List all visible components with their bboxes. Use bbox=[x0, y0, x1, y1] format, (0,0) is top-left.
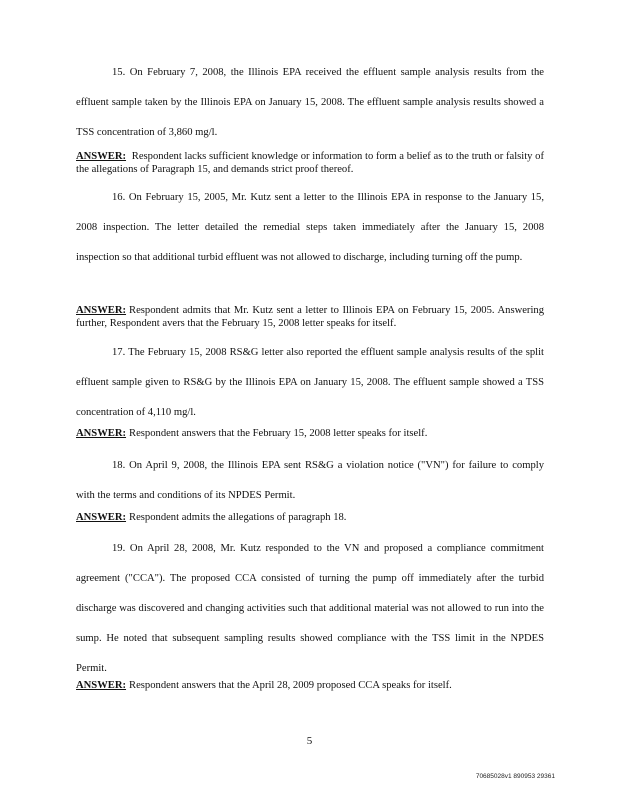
page-number: 5 bbox=[306, 735, 313, 747]
answer-label: ANSWER: bbox=[76, 151, 127, 162]
paragraph-19: 19. On April 28, 2008, Mr. Kutz responded to the VN and proposed a compliance commitment agreement ("CCA"). The proposed CCA consisted of turning the pump off immediately after the turbid discharge was discovered and changing activities such that additional material was not allowed to run into the sump. He noted that subsequent sampling results showed compliance with the TSS limit in the NPDES Permit. bbox=[76, 543, 544, 674]
answer-text: Respondent answers that the April 28, 2009 proposed CCA speaks for itself. bbox=[129, 680, 452, 691]
paragraph-16: 16. On February 15, 2005, Mr. Kutz sent a letter to the Illinois EPA in response to the January 15, 2008 inspection. The letter detailed the remedial steps taken immediately after the January 15, 2008 inspection so that additional turbid effluent was not allowed to discharge, including turning off the pump. bbox=[76, 192, 544, 263]
answer-18 bbox=[76, 512, 544, 525]
answer-text: Respondent lacks sufficient knowledge or information to form a belief as to the truth or falsity of the allegations of Paragraph 15, and demands strict proof thereof. bbox=[76, 151, 545, 175]
answer-text: Respondent answers that the February 15, 2008 letter speaks for itself. bbox=[129, 428, 428, 439]
answer-label: ANSWER: bbox=[76, 512, 127, 523]
answer-19 bbox=[76, 680, 544, 693]
paragraph-15: 15. On February 7, 2008, the Illinois EPA received the effluent sample analysis results from the effluent sample taken by the Illinois EPA on January 15, 2008. The effluent sample analysis results showed a TSS concentration of 3,860 mg/l. bbox=[76, 67, 544, 138]
answer-15 bbox=[76, 151, 544, 176]
answer-label: ANSWER: bbox=[76, 428, 127, 439]
document-id: 70685028v1 890953 29361 bbox=[475, 773, 555, 780]
answer-label: ANSWER: bbox=[76, 305, 127, 316]
paragraph-18: 18. On April 9, 2008, the Illinois EPA sent RS&G a violation notice ("VN") for failure to comply with the terms and conditions of its NPDES Permit. bbox=[76, 460, 544, 501]
answer-16 bbox=[76, 305, 544, 330]
answer-text: Respondent admits the allegations of paragraph 18. bbox=[129, 512, 347, 523]
answer-17 bbox=[76, 428, 544, 441]
answer-text: Respondent admits that Mr. Kutz sent a letter to Illinois EPA on February 15, 2005. Answering further, Respondent avers that the February 15, 2008 letter speaks for itself. bbox=[76, 305, 544, 329]
paragraph-17: 17. The February 15, 2008 RS&G letter also reported the effluent sample analysis results of the split effluent sample given to RS&G by the Illinois EPA on January 15, 2008. The effluent sample showed a TSS concentration of 4,110 mg/l. bbox=[76, 347, 544, 418]
answer-label: ANSWER: bbox=[76, 680, 127, 691]
